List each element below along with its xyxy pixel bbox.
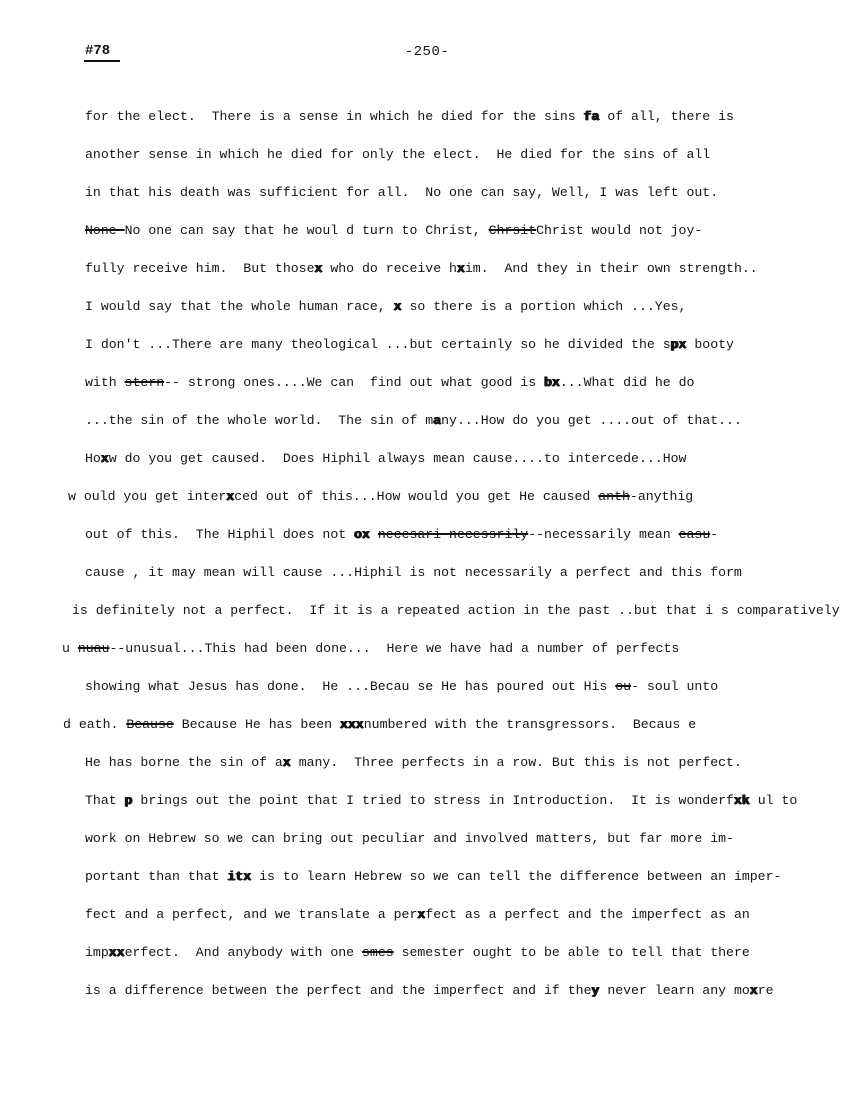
text-segment: That [85,793,125,808]
text-segment: semester ought to be able to tell that there [393,945,750,960]
text-segment: fect as a perfect and the imperfect as an [425,907,750,922]
page-number: -250- [404,44,450,60]
text-segment: ny...How do you get ....out of that... [441,413,742,428]
text-line [85,109,854,147]
text-segment: fect and a perfect, and we translate a per [85,907,418,922]
text-segment: is to learn Hebrew so we can tell the difference between an imper- [251,869,782,884]
overtyped-text: xxx [340,717,364,732]
struck-text: Beause [126,717,174,732]
text-segment: erfect. And anybody with one [124,945,362,960]
text-segment [370,527,378,542]
text-segment: fully receive him. But those [85,261,315,276]
text-line [85,413,854,451]
text-segment: No one can say that he woul d turn to Christ, [124,223,489,238]
overtyped-text: x [393,299,402,314]
text-segment: work on Hebrew so we can bring out peculiar and involved matters, but far more im- [85,831,734,846]
text-line [85,793,854,831]
overtyped-text: x [456,261,465,276]
overtyped-text: x [749,983,758,998]
text-segment: d eath. [63,717,127,732]
text-segment: He has borne the sin of a [85,755,283,770]
text-line [72,603,854,641]
text-segment: im. And they in their own strength.. [464,261,758,276]
overtyped-text: fa [583,109,600,124]
text-segment: never learn any mo [599,983,750,998]
text-segment: ...What did he do [559,375,695,390]
page-header [0,0,854,67]
text-line [85,223,854,261]
struck-text: Chrsit [488,223,537,238]
document-body [0,67,854,1021]
overtyped-text: xx [108,945,125,960]
text-line [85,983,854,1021]
text-line [85,907,854,945]
text-line [63,717,854,755]
text-segment: for the elect. There is a sense in which he died for the sins [85,109,584,124]
text-segment: Because He has been [173,717,340,732]
text-line [85,147,854,185]
struck-text: nuau [77,641,110,656]
struck-text: easu [678,527,711,542]
struck-text: necesari necessrily [377,527,529,542]
overtyped-text: bx [544,375,560,390]
struck-text: None- [85,223,125,238]
text-line [85,451,854,489]
overtyped-text: x [100,451,109,466]
text-segment: of all, there is [599,109,734,124]
overtyped-text: itx [227,869,252,884]
overtyped-text: x [282,755,291,770]
overtyped-text: y [591,983,600,998]
text-segment: u [62,641,78,656]
text-segment: showing what Jesus has done. He ...Becau se He has poured out His [85,679,616,694]
text-line [85,375,854,413]
overtyped-text: xk [733,793,750,808]
text-segment: many. Three perfects in a row. But this is not perfect. [290,755,742,770]
text-segment: I would say that the whole human race, [85,299,394,314]
overtyped-text: a [433,413,442,428]
text-segment: Christ would not joy- [536,223,703,238]
text-segment: another sense in which he died for only the elect. He died for the sins of all [85,147,711,162]
struck-text: stern [124,375,165,390]
overtyped-text: x [314,261,323,276]
overtyped-text: x [226,489,235,504]
text-segment: portant than that [85,869,228,884]
text-segment: cause , it may mean will cause ...Hiphil is not necessarily a perfect and this form [85,565,742,580]
text-segment: I don't ...There are many theological ...but certainly so he divided the s [85,337,671,352]
text-segment: so there is a portion which ...Yes, [401,299,687,314]
text-line [85,185,854,223]
text-line [68,489,854,527]
text-segment: - soul unto [631,679,719,694]
text-segment: --unusual...This had been done... Here we have had a number of perfects [109,641,680,656]
text-line [85,337,854,375]
text-segment: ul to [749,793,798,808]
text-segment: out of this. The Hiphil does not [85,527,355,542]
text-segment: numbered with the transgressors. Becaus e [363,717,697,732]
text-segment: brings out the point that I tried to stress in Introduction. It is wonderf [132,793,734,808]
text-segment: -anythig [629,489,694,504]
text-segment: is definitely not a perfect. If it is a repeated action in the past ..but that i s comparatively [72,603,840,618]
text-segment: in that his death was sufficient for all. No one can say, Well, I was left out. [85,185,719,200]
text-segment: who do receive h [322,261,457,276]
text-segment: w ould you get inter [68,489,227,504]
text-line [85,299,854,337]
text-line [85,945,854,983]
text-segment: with [85,375,125,390]
overtyped-text: px [670,337,687,352]
text-segment: w do you get caused. Does Hiphil always mean cause....to intercede...How [108,451,687,466]
struck-text: ou [615,679,632,694]
overtyped-text: x [417,907,426,922]
doc-number: #78 [84,43,120,62]
text-segment: ced out of this...How would you get He caused [234,489,599,504]
text-segment: ...the sin of the whole world. The sin of m [85,413,434,428]
text-line [85,527,854,565]
text-segment: - [710,527,719,542]
text-line [85,261,854,299]
text-line [85,869,854,907]
overtyped-text: ox [354,527,370,542]
text-segment: imp [85,945,109,960]
text-segment: booty [686,337,734,352]
text-line [85,755,854,793]
text-line [85,565,854,603]
struck-text: smes [362,945,394,960]
struck-text: anth [598,489,630,504]
text-segment: is a difference between the perfect and the imperfect and if the [85,983,592,998]
text-segment: Ho [85,451,101,466]
text-line [85,831,854,869]
text-segment: re [757,983,774,998]
overtyped-text: p [124,793,133,808]
text-line [62,641,854,679]
text-line [85,679,854,717]
text-segment: --necessarily mean [528,527,679,542]
text-segment: -- strong ones....We can find out what good is [164,375,545,390]
